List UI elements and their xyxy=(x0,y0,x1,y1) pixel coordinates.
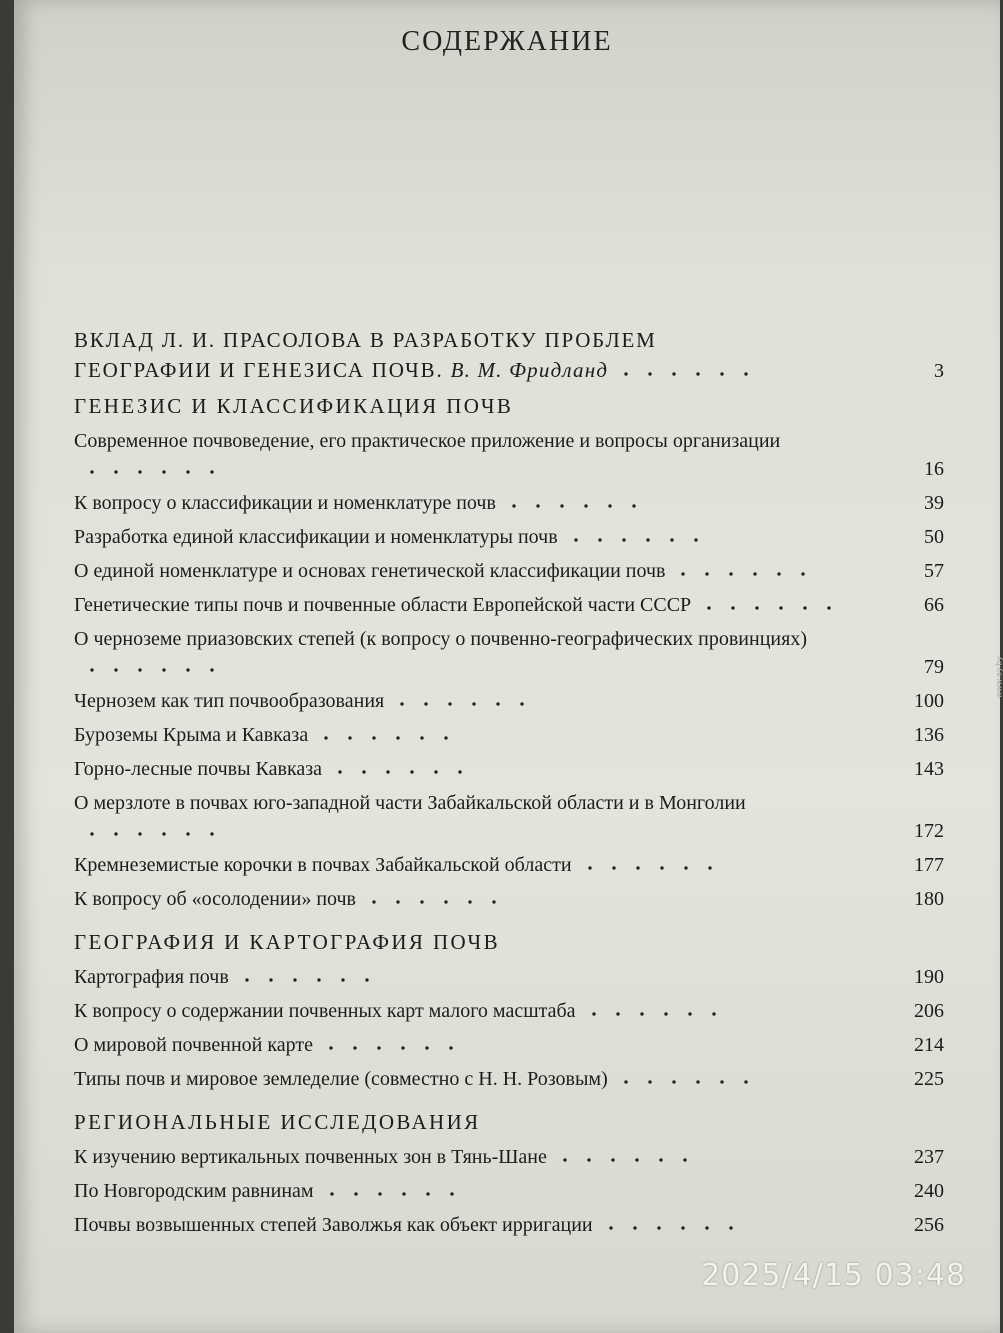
toc-section xyxy=(74,391,944,913)
intro-page-number: 3 xyxy=(934,360,944,382)
toc-entry xyxy=(74,963,944,991)
section-title: ГЕНЕЗИС И КЛАССИФИКАЦИЯ ПОЧВ xyxy=(74,394,514,418)
toc-entry xyxy=(74,851,944,879)
entry-title: Почвы возвышенных степей Заволжья как объект ирригации xyxy=(74,1214,593,1236)
entry-title: Буроземы Крыма и Кавказа xyxy=(74,724,309,746)
entry-title: О мерзлоте в почвах юго-западной части Забайкальской области и в Монголии xyxy=(74,792,746,814)
entry-title: По Новгородским равнинам xyxy=(74,1180,314,1202)
entry-page-number: 240 xyxy=(914,1180,944,1202)
entry-title: Горно-лесные почвы Кавказа xyxy=(74,758,323,780)
entry-page-number: 16 xyxy=(924,458,944,480)
entry-title: Разработка единой классификации и номенклатуры почв xyxy=(74,526,558,548)
contents-heading: СОДЕРЖАНИЕ xyxy=(401,26,613,57)
entry-page-number: 225 xyxy=(914,1068,944,1090)
leader-dots xyxy=(614,1079,754,1085)
leader-dots xyxy=(599,1225,739,1231)
entry-page-number: 206 xyxy=(914,1000,944,1022)
entry-page-number: 172 xyxy=(914,820,944,842)
toc-entry xyxy=(74,1065,944,1093)
entry-page-number: 214 xyxy=(914,1034,944,1056)
entry-page-number: 143 xyxy=(914,758,944,780)
entry-title: Картография почв xyxy=(74,966,229,988)
toc-entry xyxy=(74,885,944,913)
entry-title: Кремнеземистые корочки в почвах Забайкальской области xyxy=(74,854,572,876)
toc-entry xyxy=(74,427,944,483)
leader-dots xyxy=(578,865,718,871)
entry-title: О черноземе приазовских степей (к вопросу о почвенно-географических провинциях) xyxy=(74,628,807,650)
leader-dots xyxy=(362,899,502,905)
entry-page-number: 66 xyxy=(924,594,944,616)
entry-page-number: 190 xyxy=(914,966,944,988)
leader-dots xyxy=(319,1045,459,1051)
entry-title: Чернозем как тип почвообразования xyxy=(74,690,385,712)
entry-page-number: 79 xyxy=(924,656,944,678)
entry-page-number: 237 xyxy=(914,1146,944,1168)
leader-dots xyxy=(80,469,220,475)
entry-page-number: 100 xyxy=(914,690,944,712)
entry-page-number: 136 xyxy=(914,724,944,746)
leader-dots xyxy=(320,1191,460,1197)
entry-page-number: 50 xyxy=(924,526,944,548)
entry-title: Генетические типы почв и почвенные области Европейской части СССР xyxy=(74,594,692,616)
entry-title: Современное почвоведение, его практическое приложение и вопросы организации xyxy=(74,430,781,452)
leader-dots xyxy=(390,701,530,707)
toc-entry xyxy=(74,1177,944,1205)
leader-dots xyxy=(564,537,704,543)
leader-dots xyxy=(582,1011,722,1017)
sections-container xyxy=(74,391,944,1239)
entry-title: К вопросу о содержании почвенных карт малого масштаба xyxy=(74,1000,576,1022)
toc-entry xyxy=(74,523,944,551)
watermark: www.ay.by xyxy=(994,656,1003,699)
intro-line-2: ГЕОГРАФИИ И ГЕНЕЗИСА ПОЧВ. xyxy=(74,358,444,382)
toc-entry xyxy=(74,1211,944,1239)
leader-dots xyxy=(671,571,811,577)
toc-entry xyxy=(74,625,944,681)
leader-dots xyxy=(80,831,220,837)
toc-entry xyxy=(74,687,944,715)
section-title: РЕГИОНАЛЬНЫЕ ИССЛЕДОВАНИЯ xyxy=(74,1110,481,1134)
entry-title: О единой номенклатуре и основах генетической классификации почв xyxy=(74,560,666,582)
entry-page-number: 256 xyxy=(914,1214,944,1236)
leader-dots xyxy=(328,769,468,775)
intro-entry xyxy=(74,325,944,385)
entry-page-number: 180 xyxy=(914,888,944,910)
intro-author: В. М. Фридланд xyxy=(450,358,609,382)
leader-dots xyxy=(80,667,220,673)
toc-entry xyxy=(74,1143,944,1171)
leader-dots xyxy=(553,1157,693,1163)
entry-title: К изучению вертикальных почвенных зон в Тянь-Шане xyxy=(74,1146,547,1168)
book-page xyxy=(14,0,1003,1333)
leader-dots xyxy=(502,503,642,509)
table-of-contents xyxy=(74,325,944,1253)
toc-section xyxy=(74,927,944,1093)
intro-line-1: ВКЛАД Л. И. ПРАСОЛОВА В РАЗРАБОТКУ ПРОБЛЕМ xyxy=(74,328,657,352)
toc-entry xyxy=(74,489,944,517)
photo-timestamp: 2025/4/15 03:48 xyxy=(701,1258,966,1293)
toc-entry xyxy=(74,557,944,585)
entry-page-number: 57 xyxy=(924,560,944,582)
section-title: ГЕОГРАФИЯ И КАРТОГРАФИЯ ПОЧВ xyxy=(74,930,501,954)
leader-dots xyxy=(697,605,837,611)
entry-page-number: 39 xyxy=(924,492,944,514)
toc-entry xyxy=(74,1031,944,1059)
entry-title: О мировой почвенной карте xyxy=(74,1034,314,1056)
leader-dots xyxy=(314,735,454,741)
entry-title: Типы почв и мировое земледелие (совместно с Н. Н. Розовым) xyxy=(74,1068,608,1090)
leader-dots xyxy=(235,977,375,983)
leader-dots xyxy=(614,371,754,377)
entry-page-number: 177 xyxy=(914,854,944,876)
entry-title: К вопросу об «осолодении» почв xyxy=(74,888,357,910)
entry-title: К вопросу о классификации и номенклатуре почв xyxy=(74,492,496,514)
toc-entry xyxy=(74,721,944,749)
toc-entry xyxy=(74,997,944,1025)
toc-section xyxy=(74,1107,944,1239)
toc-entry xyxy=(74,591,944,619)
toc-entry xyxy=(74,789,944,845)
toc-entry xyxy=(74,755,944,783)
